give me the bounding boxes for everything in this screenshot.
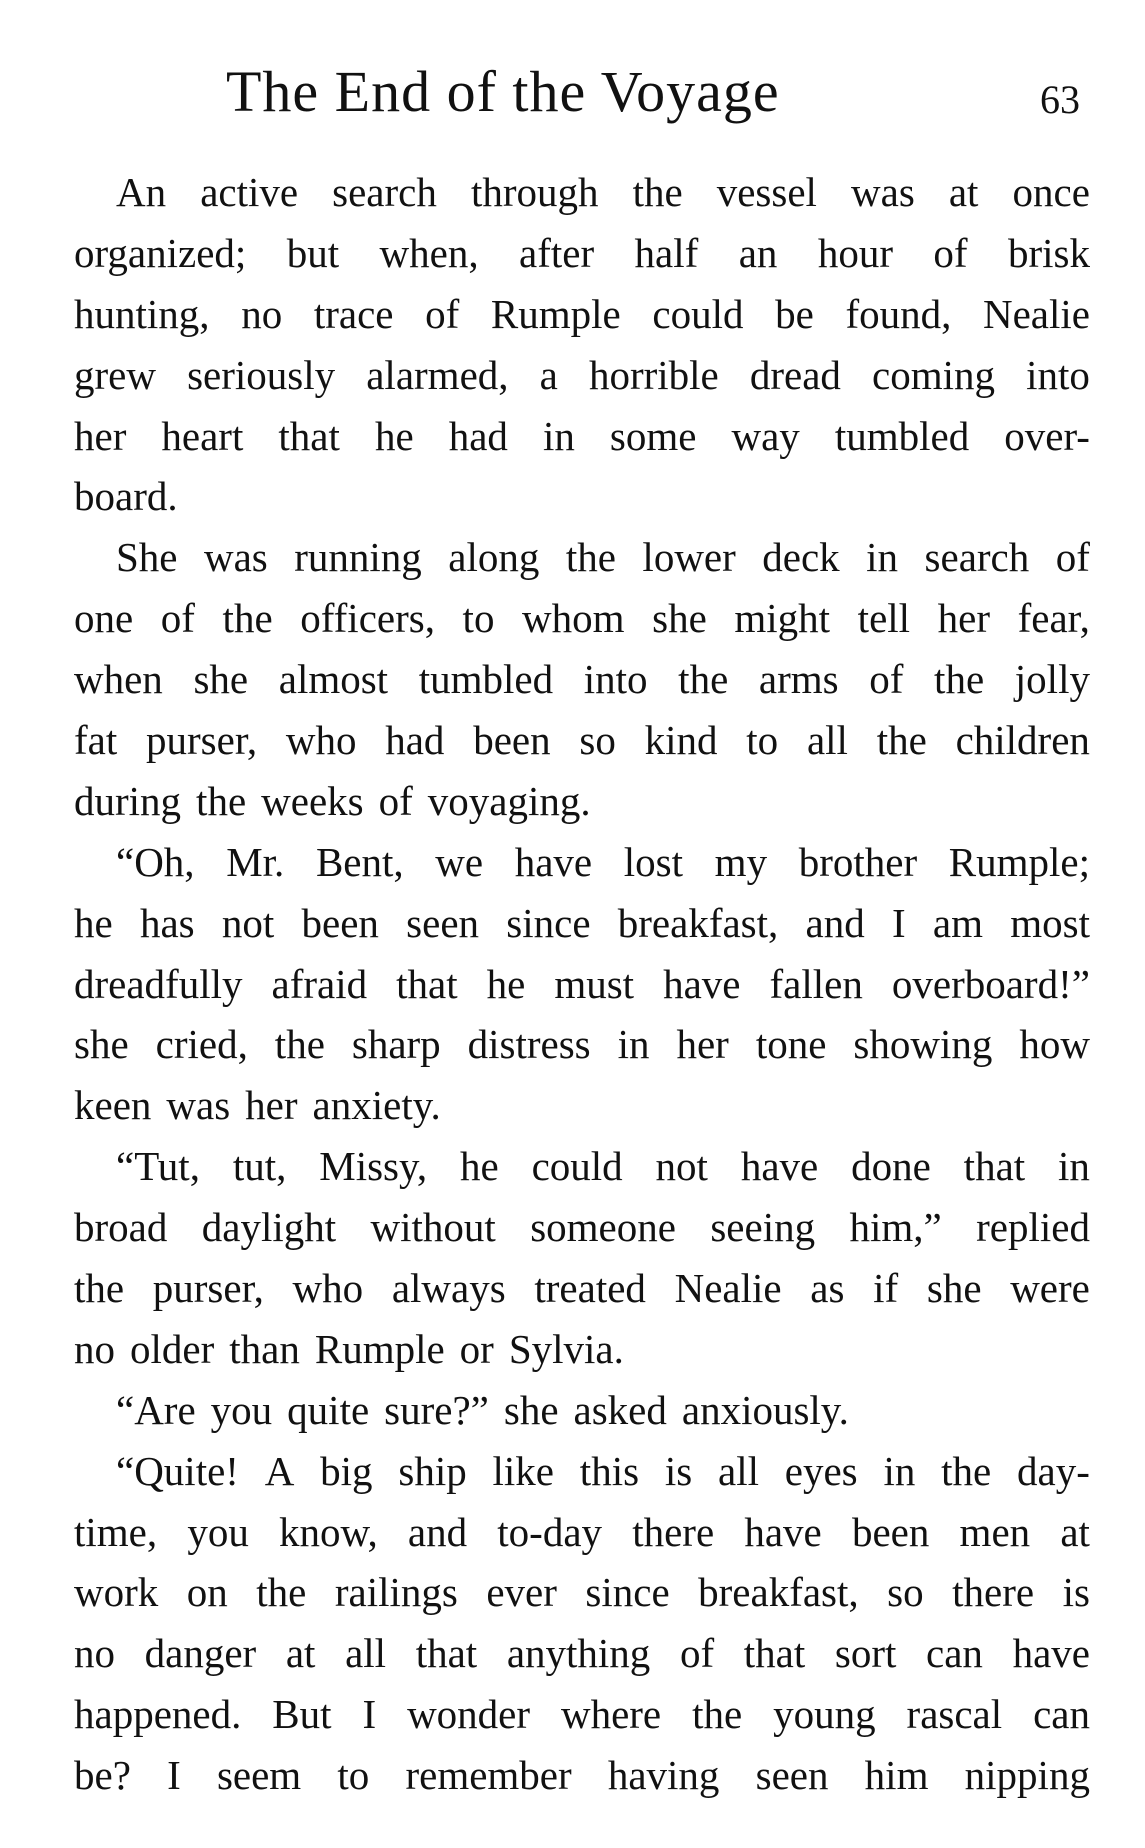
word: Rumple; xyxy=(948,838,1090,885)
word: the xyxy=(934,656,985,703)
word: this xyxy=(579,1447,640,1494)
word: had xyxy=(448,412,508,459)
word: she xyxy=(74,1021,129,1068)
word: organized; xyxy=(74,229,247,276)
word: you xyxy=(210,1386,273,1433)
word: hour xyxy=(817,229,893,276)
word: we xyxy=(435,838,484,885)
word: board. xyxy=(74,473,178,520)
word: always xyxy=(391,1265,506,1312)
word: the xyxy=(274,1021,325,1068)
word: she xyxy=(926,1265,982,1312)
word: he xyxy=(459,1143,499,1190)
word: into xyxy=(1026,351,1090,398)
word: done xyxy=(851,1143,931,1190)
word: her xyxy=(245,1082,298,1129)
word: been xyxy=(473,717,551,764)
word: arms xyxy=(758,656,839,703)
word: asked xyxy=(573,1386,667,1433)
word: brisk xyxy=(1008,229,1090,276)
word: have xyxy=(744,1508,822,1555)
word: seen xyxy=(755,1752,829,1799)
word: Missy, xyxy=(319,1143,428,1190)
word: he xyxy=(74,899,113,946)
word: But xyxy=(272,1691,332,1738)
word: that xyxy=(415,1630,478,1677)
word: search xyxy=(924,534,1030,581)
word: anything xyxy=(506,1630,651,1677)
word: day- xyxy=(1017,1447,1090,1494)
word: been xyxy=(851,1508,930,1555)
word: brother xyxy=(798,838,918,885)
word: am xyxy=(932,899,983,946)
body-text xyxy=(74,162,1090,1806)
word: can xyxy=(926,1630,983,1677)
word: the xyxy=(678,656,729,703)
word: how xyxy=(1019,1021,1090,1068)
word: fear, xyxy=(1017,595,1090,642)
text-line xyxy=(74,1502,1090,1563)
text-line xyxy=(74,1014,1090,1075)
word: along xyxy=(448,534,540,581)
text-line xyxy=(74,1136,1090,1197)
text-line xyxy=(74,1319,1090,1380)
text-line xyxy=(74,406,1090,467)
word: breakfast, xyxy=(698,1569,859,1616)
word: was xyxy=(203,534,268,581)
text-line xyxy=(74,284,1090,345)
text-line xyxy=(74,1258,1090,1319)
word: that xyxy=(963,1143,1026,1190)
word: of xyxy=(679,1630,715,1677)
word: vessel xyxy=(716,169,817,215)
word: alarmed, xyxy=(366,351,509,398)
text-line xyxy=(74,588,1090,649)
word: but xyxy=(286,229,340,276)
text-line xyxy=(74,1562,1090,1623)
word: tell xyxy=(857,595,911,642)
word: Rumple xyxy=(314,1325,445,1372)
word: almost xyxy=(278,656,389,703)
word: is xyxy=(664,1447,693,1494)
word: in xyxy=(866,534,899,581)
word: wonder xyxy=(407,1691,531,1738)
word: children xyxy=(955,717,1090,764)
word: who xyxy=(285,717,357,764)
word: one xyxy=(74,595,134,642)
word: and xyxy=(805,899,865,946)
word: and xyxy=(407,1508,468,1555)
word: broad xyxy=(74,1204,168,1251)
word: in xyxy=(617,1021,650,1068)
word: ever xyxy=(486,1569,557,1616)
word: in xyxy=(883,1447,916,1494)
word: could xyxy=(531,1143,623,1190)
word: in xyxy=(1058,1143,1090,1190)
word: be? xyxy=(74,1752,131,1799)
text-line xyxy=(74,954,1090,1015)
word: no xyxy=(74,1630,115,1677)
text-line xyxy=(74,1623,1090,1684)
word: not xyxy=(221,899,275,946)
word: showing xyxy=(853,1021,993,1068)
word: might xyxy=(734,595,831,642)
word: horrible xyxy=(588,351,719,398)
word: during xyxy=(74,777,182,824)
word: the xyxy=(941,1447,992,1494)
word: he xyxy=(486,960,526,1007)
word: in xyxy=(542,412,575,459)
text-line xyxy=(74,466,1090,527)
page-number: 63 xyxy=(1040,77,1080,122)
word: Sylvia. xyxy=(508,1325,624,1372)
text-line xyxy=(74,1380,1090,1441)
word: happened. xyxy=(74,1691,242,1738)
word: when, xyxy=(379,229,479,276)
word: heart xyxy=(161,412,244,459)
word: nipping xyxy=(964,1752,1090,1799)
text-line xyxy=(74,1441,1090,1502)
word: I xyxy=(167,1752,181,1799)
word: lower xyxy=(642,534,736,581)
word: seem xyxy=(216,1752,302,1799)
word: she xyxy=(652,595,707,642)
word: she xyxy=(193,656,249,703)
word: her xyxy=(676,1021,729,1068)
word: have xyxy=(740,1143,819,1190)
word: treated xyxy=(534,1265,646,1312)
word: deck xyxy=(762,534,840,581)
word: trace xyxy=(313,290,394,337)
word: so xyxy=(579,717,616,764)
word: voyaging. xyxy=(427,777,591,824)
word: than xyxy=(229,1325,300,1372)
word: were xyxy=(1010,1265,1090,1312)
text-line xyxy=(74,223,1090,284)
word: whom xyxy=(522,595,625,642)
word: running xyxy=(294,534,422,581)
word: that xyxy=(278,412,340,459)
word: who xyxy=(292,1265,364,1312)
word: be xyxy=(775,290,814,337)
word: young xyxy=(773,1691,876,1738)
word: at xyxy=(1060,1508,1090,1555)
text-line xyxy=(74,345,1090,406)
word: Rumple xyxy=(490,290,621,337)
word: anxiety. xyxy=(312,1082,441,1129)
word: the xyxy=(222,595,273,642)
word: or xyxy=(459,1325,494,1372)
word: no xyxy=(74,1325,115,1372)
word: seen xyxy=(406,899,480,946)
text-line xyxy=(74,710,1090,771)
word: active xyxy=(200,169,299,215)
word: overboard!” xyxy=(891,960,1090,1007)
word: the xyxy=(876,717,927,764)
word: search xyxy=(332,169,437,215)
word: you xyxy=(187,1508,249,1555)
word: work xyxy=(74,1569,159,1616)
word: there xyxy=(632,1508,715,1555)
word: on xyxy=(186,1569,228,1616)
word: Nealie xyxy=(983,290,1090,337)
word: hunting, xyxy=(74,290,210,337)
word: him xyxy=(864,1752,929,1799)
word: of xyxy=(1055,534,1090,581)
word: the xyxy=(74,1265,125,1312)
word: was xyxy=(851,169,915,215)
text-line xyxy=(74,1684,1090,1745)
word: railings xyxy=(334,1569,458,1616)
word: to xyxy=(462,595,495,642)
word: since xyxy=(506,899,591,946)
word: have xyxy=(663,960,741,1007)
word: him,” xyxy=(849,1204,942,1251)
word: tone xyxy=(755,1021,827,1068)
word: fat xyxy=(74,717,118,764)
word: daylight xyxy=(201,1204,337,1251)
word: of xyxy=(425,290,460,337)
word: that xyxy=(743,1630,806,1677)
word: way xyxy=(731,412,800,459)
word: I xyxy=(891,899,906,946)
word: men xyxy=(959,1508,1031,1555)
chapter-title: The End of the Voyage xyxy=(226,59,780,124)
word: over- xyxy=(1004,412,1090,459)
word: has xyxy=(139,899,195,946)
text-line xyxy=(74,893,1090,954)
word: sharp xyxy=(351,1021,441,1068)
word: through xyxy=(470,169,599,215)
text-line xyxy=(74,771,1090,832)
word: eyes xyxy=(784,1447,858,1494)
word: could xyxy=(652,290,744,337)
word: anxiously. xyxy=(681,1386,849,1433)
word: kind xyxy=(644,717,718,764)
word: seeing xyxy=(710,1204,816,1251)
text-line xyxy=(74,832,1090,893)
word: I xyxy=(362,1691,377,1738)
word: her xyxy=(74,412,127,459)
word: there xyxy=(952,1569,1035,1616)
word: can xyxy=(1033,1691,1090,1738)
word: cried, xyxy=(155,1021,248,1068)
word: Mr. xyxy=(226,838,285,885)
word: big xyxy=(320,1447,373,1494)
word: my xyxy=(714,838,768,885)
word: the xyxy=(692,1691,743,1738)
word: is xyxy=(1062,1569,1090,1616)
word: the xyxy=(632,169,683,215)
word: been xyxy=(301,899,379,946)
word: ship xyxy=(398,1447,467,1494)
word: she xyxy=(503,1386,559,1433)
text-line xyxy=(74,162,1090,223)
word: distress xyxy=(467,1021,591,1068)
word: “Quite! xyxy=(116,1447,239,1494)
word: at xyxy=(948,169,979,215)
word: her xyxy=(937,595,990,642)
word: A xyxy=(264,1447,295,1494)
running-head xyxy=(0,52,1145,132)
word: was xyxy=(166,1082,231,1129)
word: half xyxy=(634,229,699,276)
word: at xyxy=(285,1630,316,1677)
word: most xyxy=(1010,899,1090,946)
word: have xyxy=(1012,1630,1090,1677)
word: must xyxy=(554,960,635,1007)
word: breakfast, xyxy=(617,899,779,946)
word: as xyxy=(810,1265,845,1312)
word: tumbled xyxy=(834,412,970,459)
word: to xyxy=(337,1752,370,1799)
word: seriously xyxy=(187,351,336,398)
word: have xyxy=(514,838,593,885)
word: “Are xyxy=(116,1386,196,1433)
word: all xyxy=(806,717,848,764)
word: that xyxy=(396,960,458,1007)
word: had xyxy=(385,717,445,764)
word: without xyxy=(370,1204,496,1251)
word: officers, xyxy=(300,595,435,642)
word: afraid xyxy=(271,960,368,1007)
word: since xyxy=(585,1569,670,1616)
word: danger xyxy=(144,1630,257,1677)
word: having xyxy=(607,1752,720,1799)
word: purser, xyxy=(146,717,258,764)
word: not xyxy=(655,1143,708,1190)
text-line xyxy=(74,527,1090,588)
word: keen xyxy=(74,1082,152,1129)
word: where xyxy=(560,1691,662,1738)
word: replied xyxy=(976,1204,1090,1251)
word: the xyxy=(256,1569,307,1616)
word: know, xyxy=(279,1508,378,1555)
word: Bent, xyxy=(315,838,404,885)
word: grew xyxy=(74,351,156,398)
word: a xyxy=(539,351,558,398)
word: of xyxy=(160,595,195,642)
word: if xyxy=(873,1265,899,1312)
word: an xyxy=(738,229,778,276)
word: An xyxy=(116,169,167,215)
word: dread xyxy=(749,351,841,398)
word: purser, xyxy=(152,1265,264,1312)
word: the xyxy=(565,534,616,581)
word: time, xyxy=(74,1508,158,1555)
word: to xyxy=(746,717,779,764)
word: older xyxy=(130,1325,215,1372)
word: after xyxy=(519,229,595,276)
word: so xyxy=(887,1569,924,1616)
word: when xyxy=(74,656,163,703)
word: jolly xyxy=(1014,656,1090,703)
word: of xyxy=(933,229,968,276)
word: sure?” xyxy=(384,1386,489,1433)
text-line xyxy=(74,1197,1090,1258)
word: all xyxy=(718,1447,759,1494)
word: fallen xyxy=(769,960,863,1007)
word: weeks xyxy=(261,777,364,824)
word: into xyxy=(583,656,648,703)
word: he xyxy=(374,412,414,459)
word: of xyxy=(378,777,413,824)
word: once xyxy=(1012,169,1090,215)
word: rascal xyxy=(906,1691,1003,1738)
word: tut, xyxy=(232,1143,287,1190)
word: like xyxy=(492,1447,554,1494)
word: Nealie xyxy=(674,1265,782,1312)
word: She xyxy=(116,534,178,581)
word: some xyxy=(609,412,697,459)
word: remember xyxy=(405,1752,572,1799)
word: lost xyxy=(623,838,684,885)
word: no xyxy=(241,290,283,337)
word: “Tut, xyxy=(116,1143,200,1190)
word: found, xyxy=(845,290,952,337)
word: of xyxy=(869,656,904,703)
word: “Oh, xyxy=(116,838,195,885)
text-line xyxy=(74,1745,1090,1806)
word: dreadfully xyxy=(74,960,243,1007)
text-line xyxy=(74,649,1090,710)
word: quite xyxy=(287,1386,370,1433)
word: sort xyxy=(834,1630,897,1677)
text-line xyxy=(74,1075,1090,1136)
word: to-day xyxy=(497,1508,603,1555)
word: someone xyxy=(530,1204,676,1251)
word: tumbled xyxy=(418,656,554,703)
word: all xyxy=(345,1630,387,1677)
word: the xyxy=(196,777,247,824)
word: coming xyxy=(872,351,995,398)
